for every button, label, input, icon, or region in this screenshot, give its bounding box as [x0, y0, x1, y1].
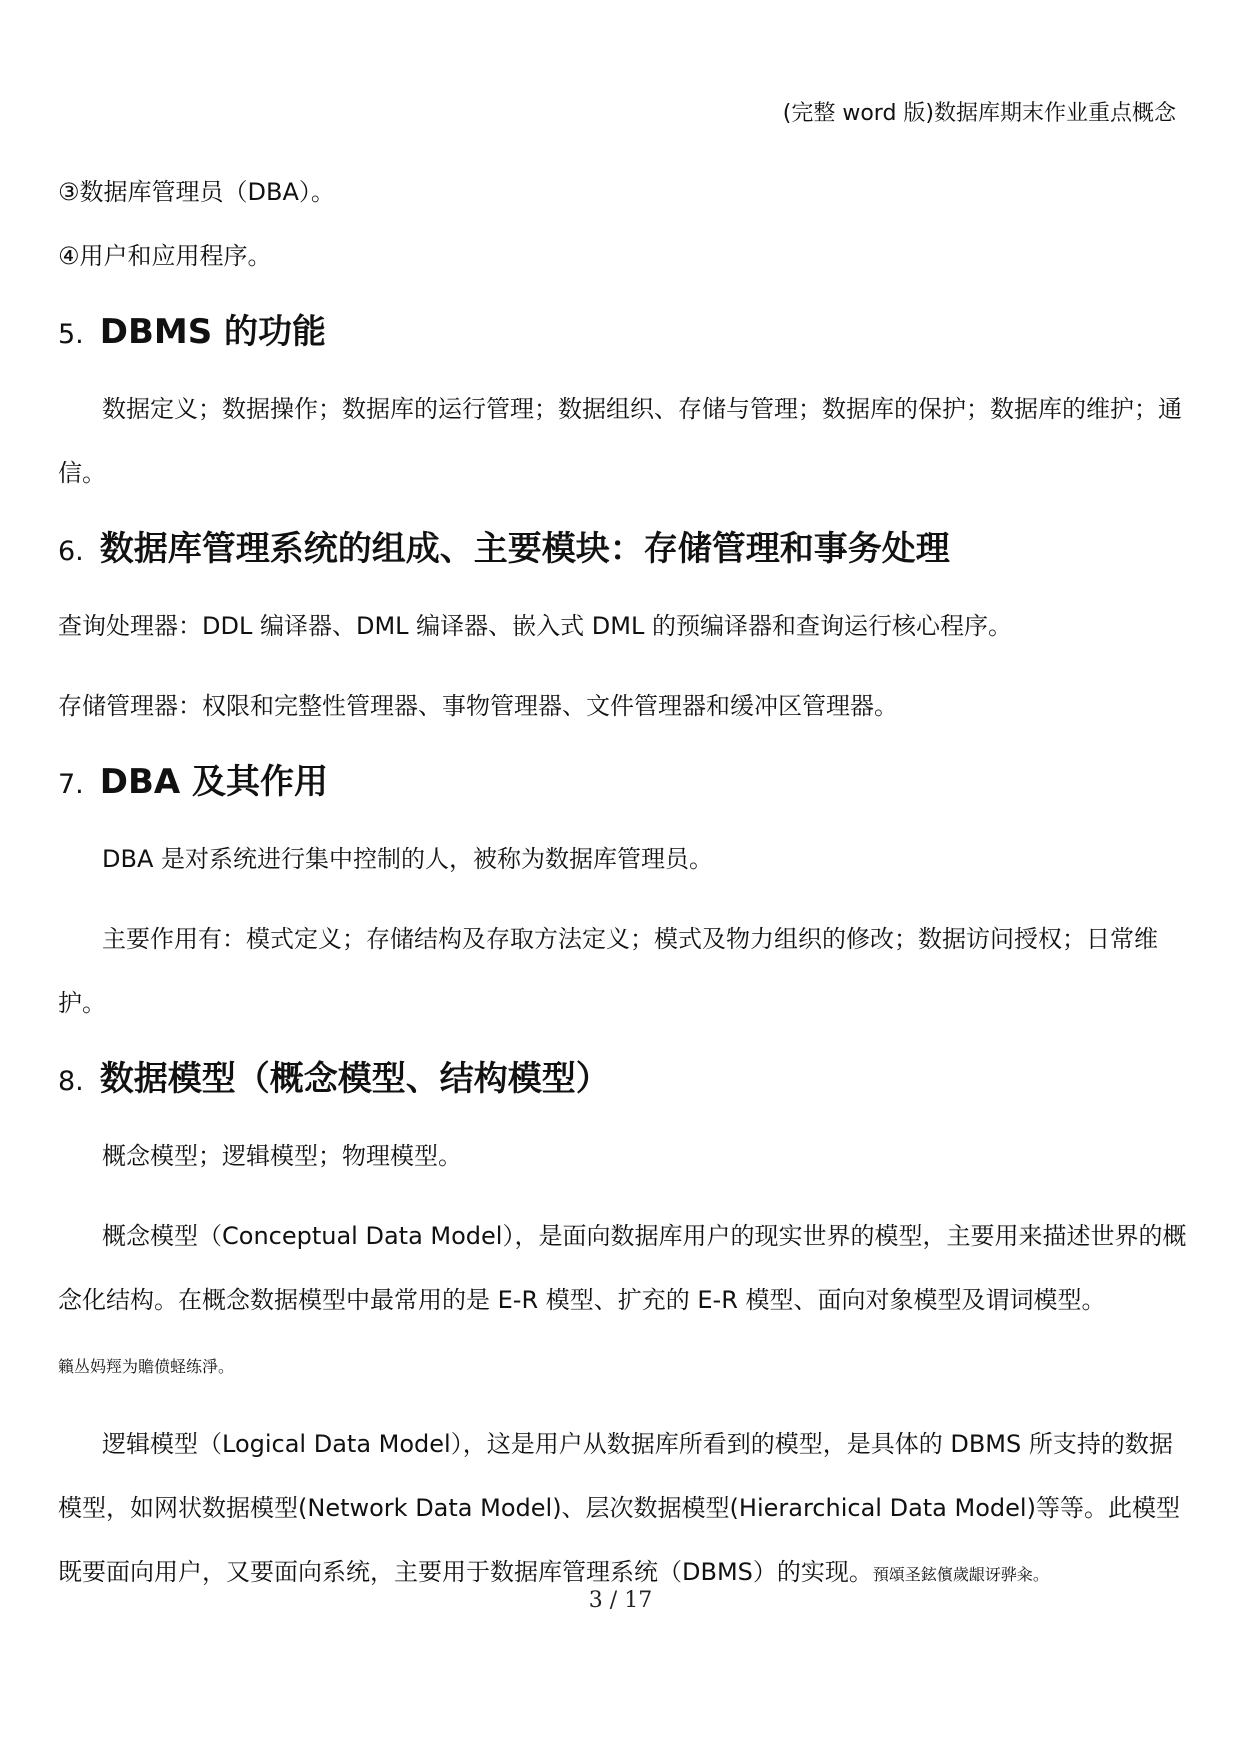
section-heading-dbms-functions [58, 308, 1188, 359]
section-number: 5. [58, 319, 84, 350]
section-heading-dba [58, 758, 1188, 809]
section-number: 7. [58, 769, 84, 800]
section-title: 数据库管理系统的组成、主要模块：存储管理和事务处理 [99, 529, 950, 569]
page-header: (完整 word 版)数据库期末作业重点概念 [782, 101, 1176, 126]
paragraph-dba-roles: 主要作用有：模式定义；存储结构及存取方法定义；模式及物力组织的修改；数据访问授权；日常维护。 [58, 925, 1158, 1017]
garbled-note: 籟丛妈羥为贍偾蛏练淨。 [58, 1357, 235, 1376]
list-item-users: ④用户和应用程序。 [58, 242, 272, 270]
list-item-dba: ③数据库管理员（DBA）。 [58, 178, 335, 206]
paragraph-text: 概念模型（Conceptual Data Model），是面向数据库用户的现实世界的模型，主要用来描述世界的概念化结构。在概念数据模型中最常用的是 E-R 模型、扩充的 E-R 模型、面向对象模型及谓词模型。 [58, 1222, 1187, 1314]
page-content [58, 160, 1188, 1604]
paragraph-query-processor: 查询处理器：DDL 编译器、DML 编译器、嵌入式 DML 的预编译器和查询运行核心程序。 [58, 612, 1012, 640]
section-heading-data-model [58, 1055, 1188, 1106]
paragraph-dbms-functions: 数据定义；数据操作；数据库的运行管理；数据组织、存储与管理；数据库的保护；数据库的维护；通信。 [58, 395, 1182, 487]
section-number: 8. [58, 1066, 84, 1097]
section-title: 数据模型（概念模型、结构模型） [99, 1059, 610, 1099]
paragraph-model-types: 概念模型；逻辑模型；物理模型。 [102, 1142, 462, 1170]
page-number: 3 / 17 [588, 1588, 653, 1613]
section-title: DBA 及其作用 [99, 762, 329, 802]
paragraph-logical-model [58, 1412, 1188, 1604]
section-number: 6. [58, 536, 84, 567]
garbled-note: 預頌圣鉉儐歲龈讶骅籴。 [872, 1565, 1049, 1584]
paragraph-dba-definition: DBA 是对系统进行集中控制的人，被称为数据库管理员。 [102, 845, 713, 873]
paragraph-text: 逻辑模型（Logical Data Model），这是用户从数据库所看到的模型，是具体的 DBMS 所支持的数据模型，如网状数据模型(Network Data Model)、层次数据模型(Hierarchical Data Model)等等。此模型既要面向用户，又要面向系统，主要用于数据库管理系统（DBMS）的实现。 [58, 1430, 1180, 1586]
paragraph-storage-manager: 存储管理器：权限和完整性管理器、事物管理器、文件管理器和缓冲区管理器。 [58, 692, 898, 720]
paragraph-conceptual-model [58, 1204, 1188, 1396]
section-title: DBMS 的功能 [99, 312, 327, 352]
section-heading-dbms-components [58, 525, 1188, 576]
